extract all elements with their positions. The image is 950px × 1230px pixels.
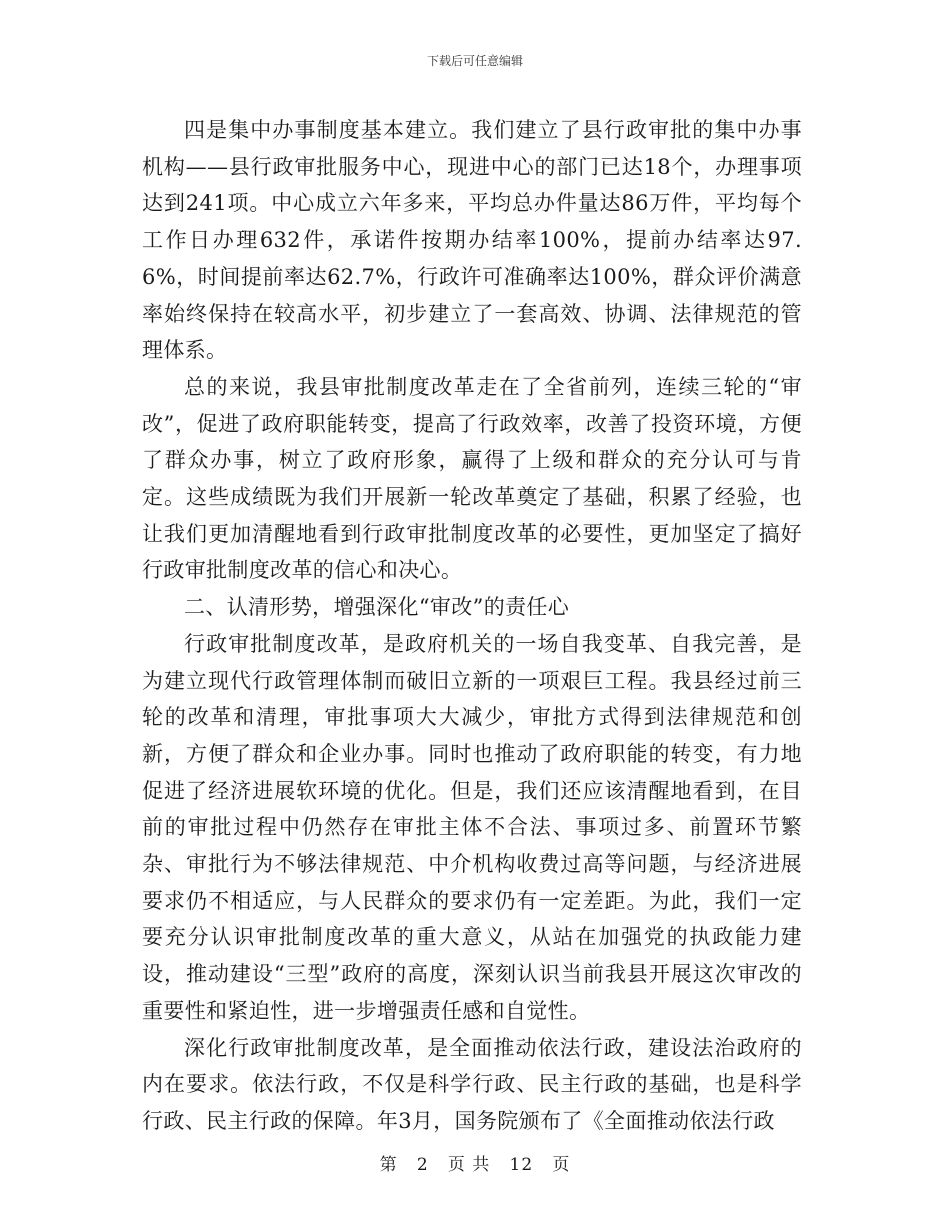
page-number: 2 — [416, 1155, 429, 1175]
footer-suffix: 页 — [552, 1155, 571, 1175]
document-body — [142, 112, 802, 1140]
page-footer — [0, 1154, 950, 1176]
paragraph-rule-of-law: 深化行政审批制度改革，是全面推动依法行政，建设法治政府的内在要求。依法行政，不仅是科学行政、民主行政的基础，也是科学行政、民主行政的保障。年3月，国务院颁布了《全面推动依法行政 — [142, 1035, 802, 1133]
page-total: 12 — [509, 1155, 534, 1175]
page-header: 下载后可任意编辑 — [426, 54, 523, 68]
section-heading: 二、认清形势，增强深化“审改”的责任心 — [184, 595, 570, 620]
paragraph-service-center: 四是集中办事制度基本建立。我们建立了县行政审批的集中办事机构——县行政审批服务中心，现进中心的部门已达18个，办理事项达到241项。中心成立六年多来，平均总办件量达86万件，平均每个工作日办理632件，承诺件按期办结率100%，提前办结率达97.6%，时间提前率达62.7%，行政许可准确率达100%，群众评价满意率始终保持在较高水平，初步建立了一套高效、协调、法律规范的管理体系。 — [142, 118, 802, 363]
paragraph-reform-situation: 行政审批制度改革，是政府机关的一场自我变革、自我完善，是为建立现代行政管理体制而破旧立新的一项艰巨工程。我县经过前三轮的改革和清理，审批事项大大减少，审批方式得到法律规范和创新，方便了群众和企业办事。同时也推动了政府职能的转变，有力地促进了经济进展软环境的优化。但是，我们还应该清醒地看到，在目前的审批过程中仍然存在审批主体不合法、事项过多、前置环节繁杂、审批行为不够法律规范、中介机构收费过高等问题，与经济进展要求仍不相适应，与人民群众的要求仍有一定差距。为此，我们一定要充分认识审批制度改革的重大意义，从站在加强党的执政能力建设，推动建设“三型”政府的高度，深刻认识当前我县开展这次审改的重要性和紧迫性，进一步增强责任感和自觉性。 — [142, 631, 802, 1023]
footer-prefix: 第 — [379, 1155, 398, 1175]
paragraph-summary: 总的来说，我县审批制度改革走在了全省前列，连续三轮的“审改”，促进了政府职能转变，提高了行政效率，改善了投资环境，方便了群众办事，树立了政府形象，赢得了上级和群众的充分认可与肯定。这些成绩既为我们开展新一轮改革奠定了基础，积累了经验，也让我们更加清醒地看到行政审批制度改革的必要性，更加坚定了搞好行政审批制度改革的信心和决心。 — [142, 374, 802, 583]
footer-middle: 页 共 — [447, 1155, 491, 1175]
